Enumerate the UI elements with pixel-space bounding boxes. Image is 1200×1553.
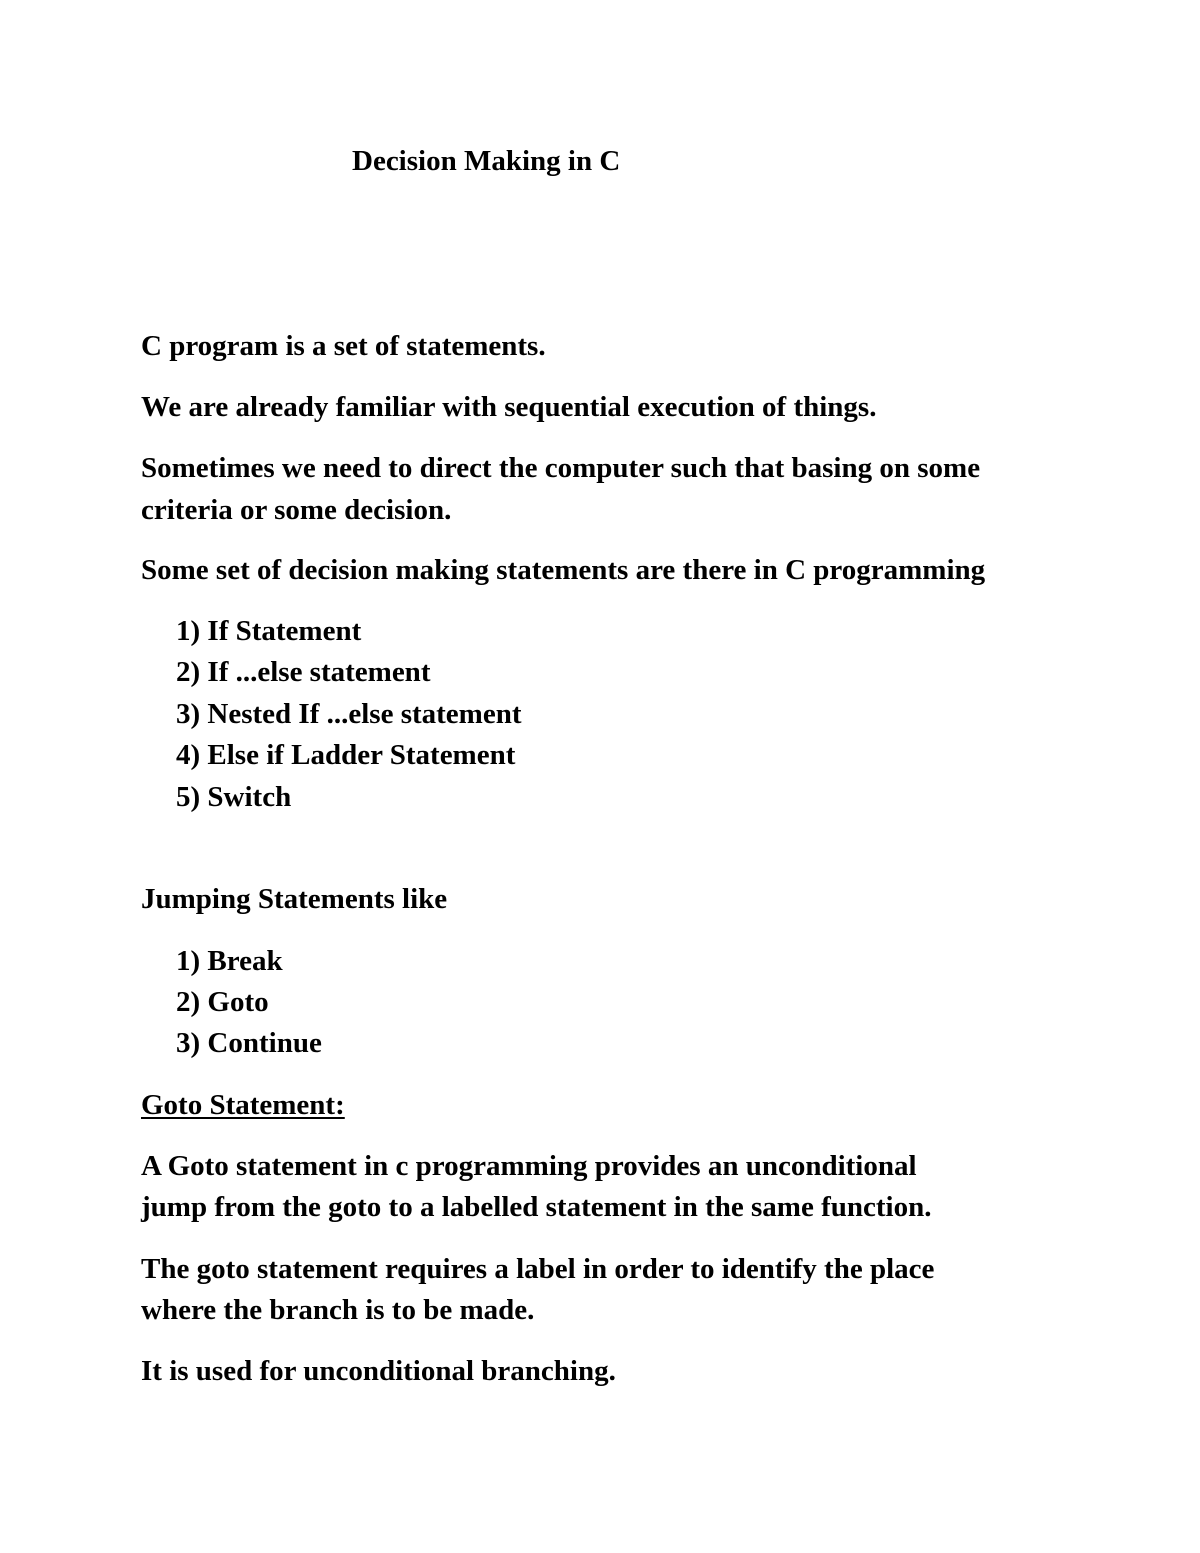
- goto-paragraph-line-4: where the branch is to be made.: [141, 1294, 535, 1326]
- jumping-list-item-goto: 2) Goto: [176, 986, 269, 1018]
- goto-paragraph-line-5: It is used for unconditional branching.: [141, 1355, 616, 1387]
- decision-list-item-if-else: 2) If ...else statement: [176, 656, 431, 688]
- intro-line-5: Some set of decision making statements are there in C programming: [141, 554, 986, 586]
- goto-paragraph-line-1: A Goto statement in c programming provides an unconditional: [141, 1150, 917, 1182]
- intro-line-1: C program is a set of statements.: [141, 330, 546, 362]
- jumping-list-item-continue: 3) Continue: [176, 1027, 322, 1059]
- intro-line-2: We are already familiar with sequential execution of things.: [141, 391, 877, 423]
- decision-list-item-switch: 5) Switch: [176, 781, 292, 813]
- intro-line-3: Sometimes we need to direct the computer such that basing on some: [141, 452, 981, 484]
- decision-list-item-if: 1) If Statement: [176, 615, 362, 647]
- page-title: Decision Making in C: [352, 145, 621, 177]
- jumping-heading: Jumping Statements like: [141, 883, 448, 915]
- decision-list-item-else-if-ladder: 4) Else if Ladder Statement: [176, 739, 516, 771]
- jumping-list-item-break: 1) Break: [176, 945, 283, 977]
- intro-line-4: criteria or some decision.: [141, 494, 452, 526]
- goto-paragraph-line-2: jump from the goto to a labelled statement in the same function.: [141, 1191, 932, 1223]
- goto-paragraph-line-3: The goto statement requires a label in order to identify the place: [141, 1253, 935, 1285]
- goto-heading: Goto Statement:: [141, 1089, 345, 1121]
- decision-list-item-nested-if-else: 3) Nested If ...else statement: [176, 698, 522, 730]
